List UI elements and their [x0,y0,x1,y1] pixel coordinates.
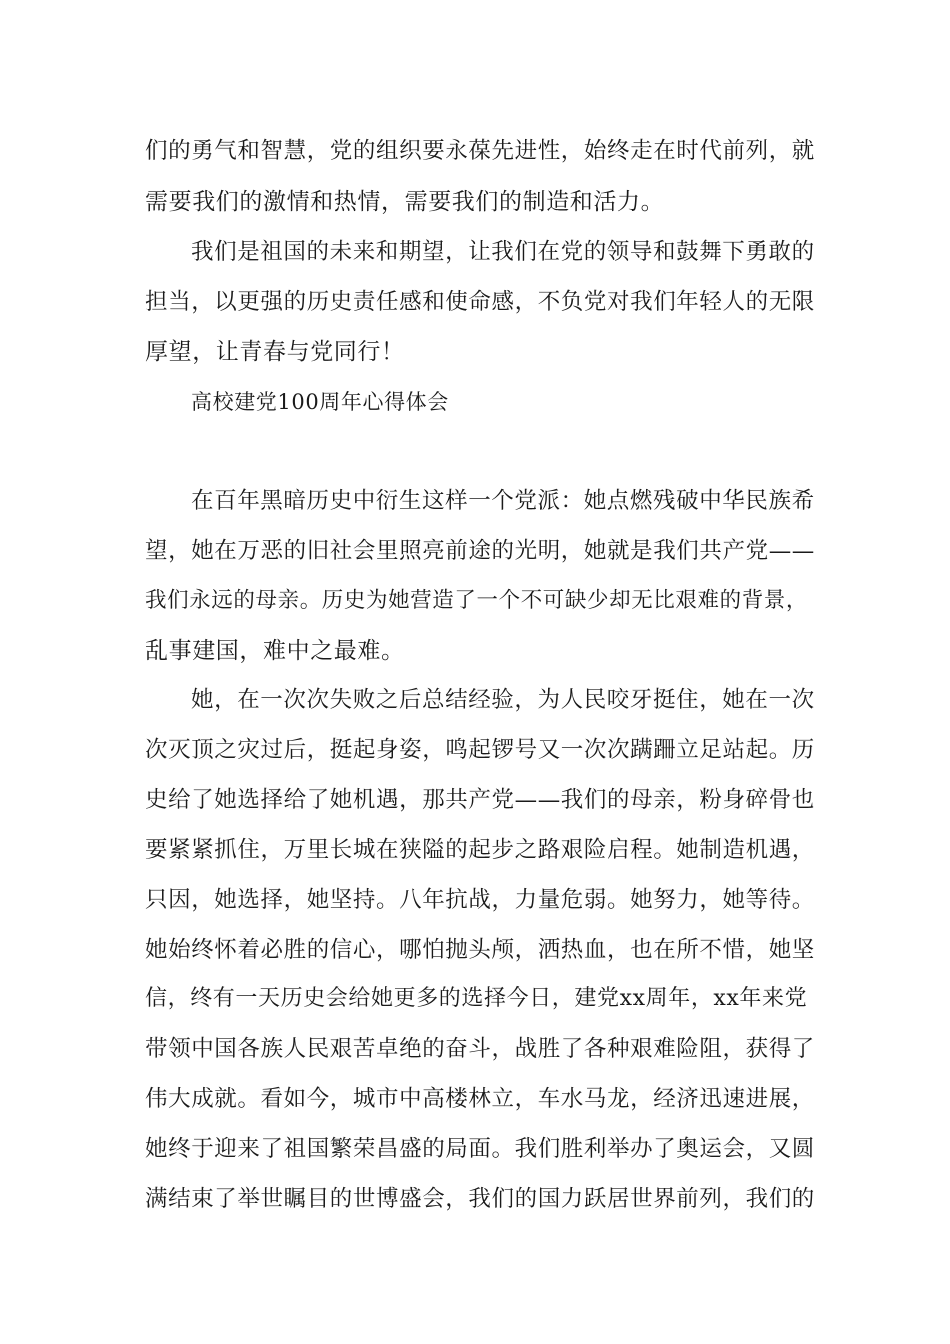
paragraph-start-line: 我们是祖国的未来和期望，让我们在党的领导和鼓舞下勇敢的 [191,239,815,265]
text-line: 乱事建国，难中之最难。 [145,638,405,664]
paragraph-start-line: 在百年黑暗历史中衍生这样一个党派：她点燃残破中华民族希 [191,488,815,514]
text-line: 只因，她选择，她坚持。八年抗战，力量危弱。她努力，她等待。 [145,887,815,913]
text-line: 史给了她选择给了她机遇，那共产党——我们的母亲，粉身碎骨也 [145,787,815,813]
text-line: 信，终有一天历史会给她更多的选择今日，建党xx周年，xx年来党 [145,986,808,1011]
text-line: 满结束了举世瞩目的世博盛会，我们的国力跃居世界前列，我们的 [145,1186,815,1212]
text-line: 她始终怀着必胜的信心，哪怕抛头颅，洒热血，也在所不惜，她坚 [145,937,815,963]
text-line: 要紧紧抓住，万里长城在狭隘的起步之路艰险启程。她制造机遇， [145,837,815,863]
text-line: 们的勇气和智慧，党的组织要永葆先进性，始终走在时代前列，就 [145,138,815,164]
text-line: 望，她在万恶的旧社会里照亮前途的光明，她就是我们共产党—— [145,538,815,564]
text-line: 需要我们的激情和热情，需要我们的制造和活力。 [145,189,665,215]
text-line: 带领中国各族人民艰苦卓绝的奋斗，战胜了各种艰难险阻，获得了 [145,1036,815,1062]
text-line: 次灭顶之灾过后，挺起身姿，鸣起锣号又一次次蹒跚立足站起。历 [145,737,815,763]
paragraph-start-line: 她，在一次次失败之后总结经验，为人民咬牙挺住，她在一次 [191,687,815,713]
text-line: 我们永远的母亲。历史为她营造了一个不可缺少却无比艰难的背景， [145,588,809,613]
text-line: 厚望，让青春与党同行！ [145,339,405,365]
text-line: 伟大成就。看如今，城市中高楼林立，车水马龙，经济迅速进展， [145,1086,815,1112]
section-title: 高校建党100周年心得体会 [191,390,449,414]
text-line: 担当，以更强的历史责任感和使命感，不负党对我们年轻人的无限 [145,289,815,315]
text-line: 她终于迎来了祖国繁荣昌盛的局面。我们胜利举办了奥运会，又圆 [145,1136,815,1162]
